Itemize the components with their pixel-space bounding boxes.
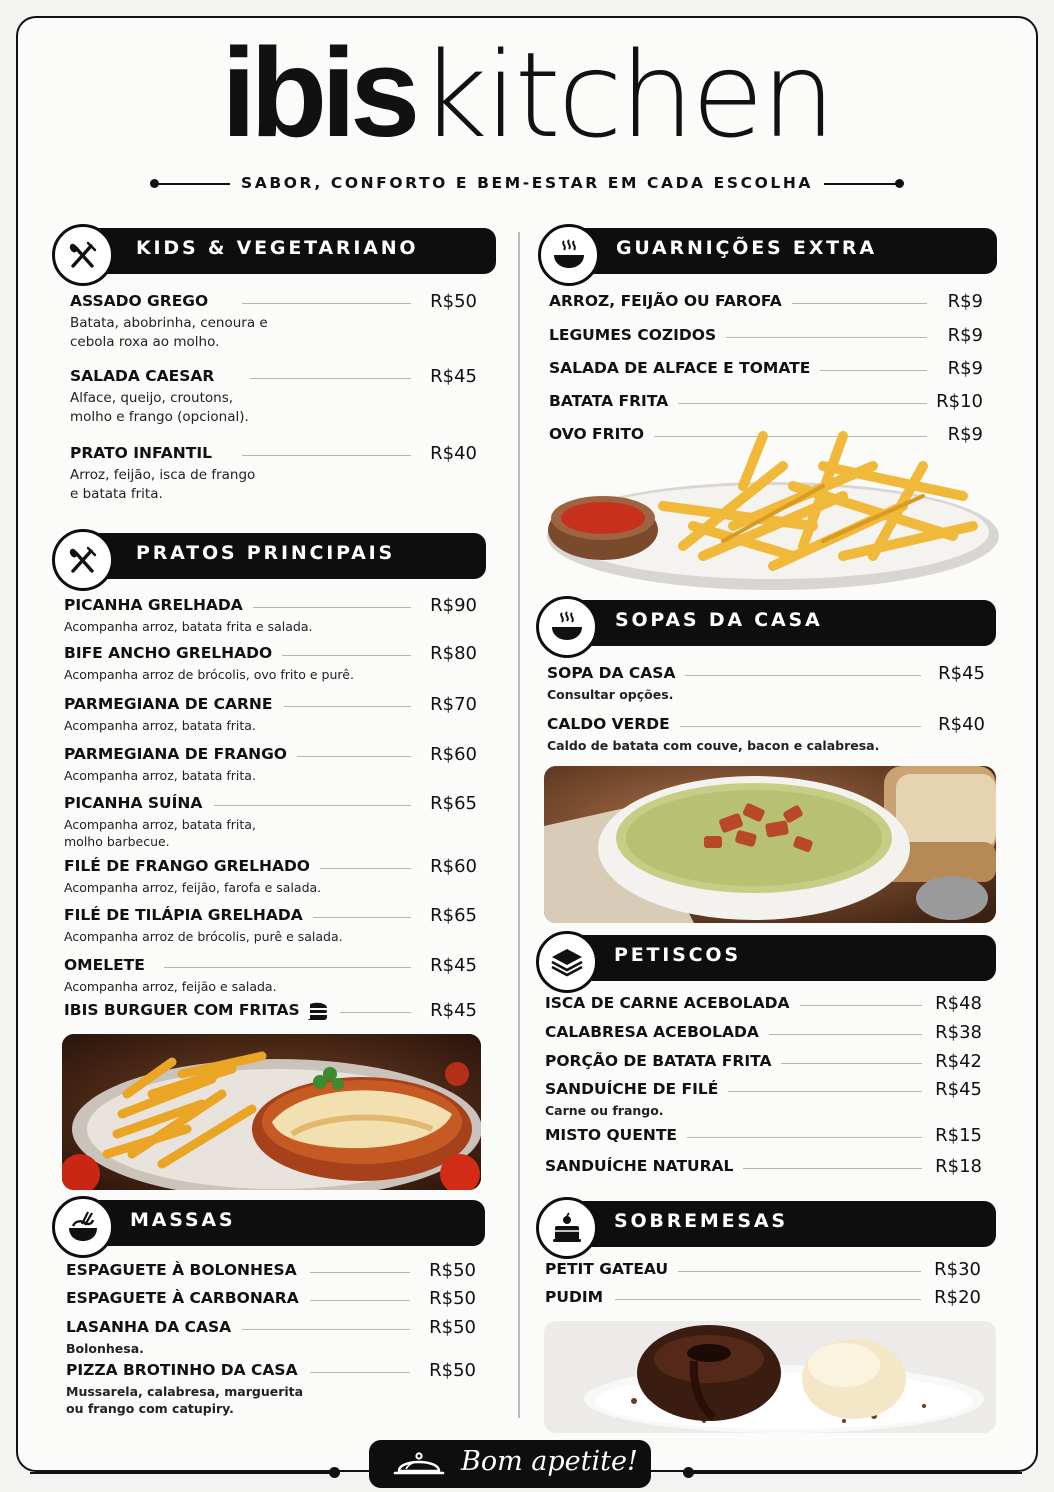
fork-knife-icon bbox=[52, 529, 114, 591]
menu-item: SALADA DE ALFACE E TOMATE R$9 bbox=[549, 358, 983, 379]
menu-item: SALADA CAESAR R$45 Alface, queijo, croutons, molho e frango (opcional). bbox=[70, 366, 477, 425]
menu-item: IBIS BURGUER COM FRITAS R$45 bbox=[64, 1001, 477, 1023]
tagline: SABOR, CONFORTO E BEM-ESTAR EM CADA ESCOLHA bbox=[240, 174, 813, 192]
menu-item: ARROZ, FEIJÃO OU FAROFA R$9 bbox=[549, 291, 983, 312]
section-title-sobremesas: SOBREMESAS bbox=[614, 1210, 788, 1232]
soup-bowl-icon bbox=[536, 596, 598, 658]
menu-item: PRATO INFANTIL R$40 Arroz, feijão, isca de frango e batata frita. bbox=[70, 443, 477, 502]
column-divider bbox=[518, 232, 520, 1418]
fries-photo bbox=[543, 426, 1001, 592]
tagline-row bbox=[150, 172, 904, 196]
footer-line-right bbox=[690, 1472, 1022, 1474]
menu-item: BIFE ANCHO GRELHADO R$80 Acompanha arroz de brócolis, ovo frito e purê. bbox=[64, 643, 477, 682]
menu-item: CALDO VERDE R$40 Caldo de batata com couve, bacon e calabresa. bbox=[547, 714, 985, 753]
section-title-kids: KIDS & VEGETARIANO bbox=[136, 237, 419, 259]
menu-item: SANDUÍCHE DE FILÉ R$45 Carne ou frango. bbox=[545, 1079, 982, 1118]
menu-item: FILÉ DE TILÁPIA GRELHADA R$65 Acompanha arroz de brócolis, purê e salada. bbox=[64, 905, 477, 944]
menu-item: ESPAGUETE À BOLONHESA R$50 bbox=[66, 1260, 476, 1281]
menu-item: LASANHA DA CASA R$50 Bolonhesa. bbox=[66, 1317, 476, 1356]
menu-item: BATATA FRITA R$10 bbox=[549, 391, 983, 412]
menu-item: ASSADO GREGO R$50 Batata, abobrinha, cenoura e cebola roxa ao molho. bbox=[70, 291, 477, 350]
brand-bold: ibis bbox=[221, 22, 415, 163]
menu-item: SANDUÍCHE NATURAL R$18 bbox=[545, 1156, 982, 1177]
pasta-bowl-icon bbox=[52, 1196, 114, 1258]
menu-item: MISTO QUENTE R$15 bbox=[545, 1125, 982, 1146]
parmegiana-photo bbox=[62, 1034, 481, 1190]
menu-item: PUDIM R$20 bbox=[545, 1287, 981, 1308]
section-title-guarnicoes: GUARNIÇÕES EXTRA bbox=[616, 237, 877, 259]
menu-item: LEGUMES COZIDOS R$9 bbox=[549, 325, 983, 346]
menu-item: OMELETE R$45 Acompanha arroz, feijão e salada. bbox=[64, 955, 477, 994]
dessert-photo bbox=[544, 1321, 996, 1433]
section-title-sopas: SOPAS DA CASA bbox=[615, 609, 823, 631]
cloche-icon bbox=[393, 1449, 445, 1483]
menu-item: PARMEGIANA DE CARNE R$70 Acompanha arroz, batata frita. bbox=[64, 694, 477, 733]
bom-apetite-badge bbox=[369, 1440, 651, 1488]
menu-item: FILÉ DE FRANGO GRELHADO R$60 Acompanha arroz, feijão, farofa e salada. bbox=[64, 856, 477, 895]
footer-dot-left bbox=[329, 1467, 340, 1478]
steaming-bowl-icon bbox=[538, 224, 600, 286]
menu-item: CALABRESA ACEBOLADA R$38 bbox=[545, 1022, 982, 1043]
section-title-petiscos: PETISCOS bbox=[614, 944, 741, 966]
menu-item: OVO FRITO R$9 bbox=[549, 424, 983, 445]
footer-line-left bbox=[30, 1472, 330, 1474]
fork-knife-icon bbox=[52, 224, 114, 286]
menu-item: PIZZA BROTINHO DA CASA R$50 Mussarela, calabresa, marguerita ou frango com catupiry. bbox=[66, 1360, 476, 1416]
bom-apetite-text: Bom apetite! bbox=[461, 1446, 638, 1477]
brand-light: kitchen bbox=[419, 26, 833, 164]
stacked-plates-icon bbox=[536, 931, 598, 993]
cake-icon bbox=[536, 1197, 598, 1259]
brand-logo bbox=[0, 22, 1054, 164]
menu-item: PICANHA SUÍNA R$65 Acompanha arroz, batata frita, molho barbecue. bbox=[64, 793, 477, 849]
menu-item: PICANHA GRELHADA R$90 Acompanha arroz, batata frita e salada. bbox=[64, 595, 477, 634]
section-title-massas: MASSAS bbox=[130, 1209, 236, 1231]
section-title-principais: PRATOS PRINCIPAIS bbox=[136, 542, 395, 564]
menu-item: ISCA DE CARNE ACEBOLADA R$48 bbox=[545, 993, 982, 1014]
menu-item: SOPA DA CASA R$45 Consultar opções. bbox=[547, 663, 985, 702]
menu-item: PORÇÃO DE BATATA FRITA R$42 bbox=[545, 1051, 982, 1072]
menu-item: PETIT GATEAU R$30 bbox=[545, 1259, 981, 1280]
soup-photo bbox=[544, 766, 996, 923]
menu-item: PARMEGIANA DE FRANGO R$60 Acompanha arroz, batata frita. bbox=[64, 744, 477, 783]
menu-item: ESPAGUETE À CARBONARA R$50 bbox=[66, 1288, 476, 1309]
